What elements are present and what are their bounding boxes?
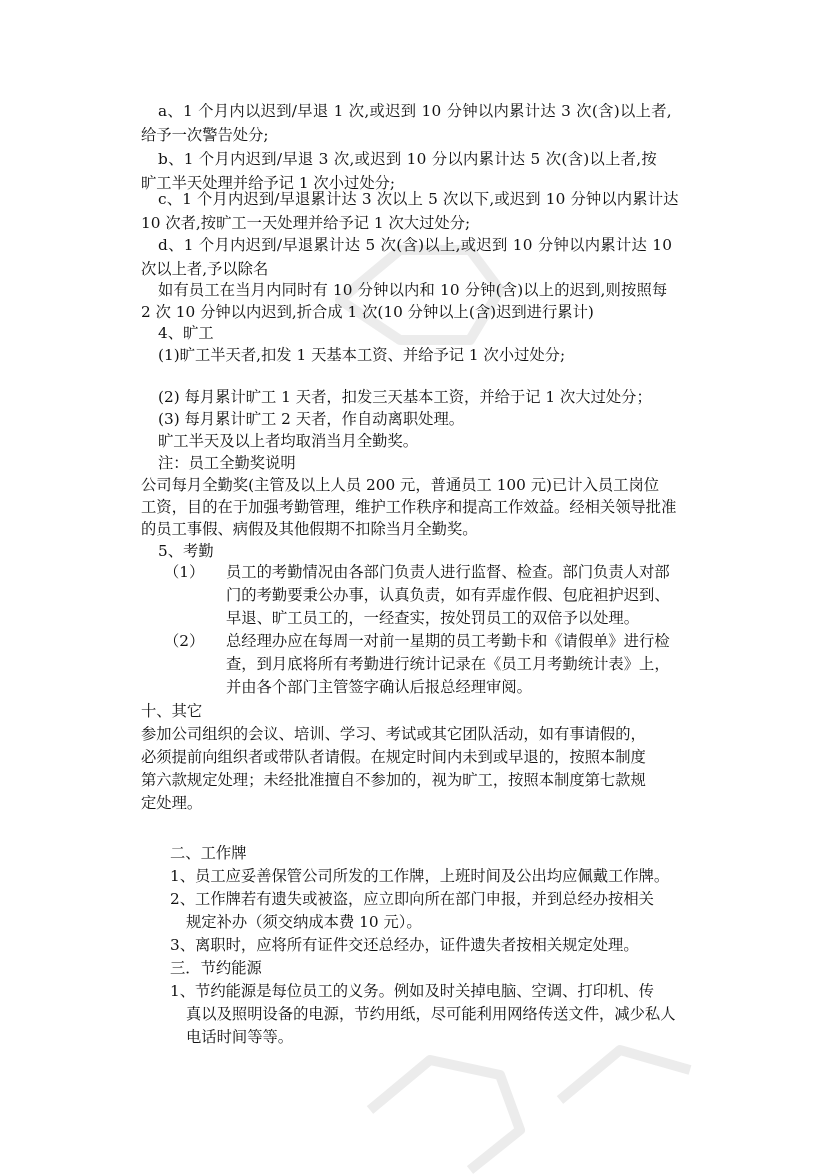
attendance-item-1-line-1: 员工的考勤情况由各部门负责人进行监督、检查。部门负责人对部 (226, 563, 670, 581)
rule-c-line-1: c、1 个月内迟到/早退累计达 3 次以上 5 次以下,或迟到 10 分钟以内累计达 (158, 190, 679, 208)
rule-d-line-2: 次以上者,予以除名 (141, 260, 269, 278)
absenteeism-item-2: (2) 每月累计旷工 1 天者，扣发三天基本工资，并给于记 1 次大过处分； (158, 388, 652, 406)
absenteeism-heading: 4、旷工 (158, 324, 214, 342)
bonus-note-title: 注：员工全勤奖说明 (158, 454, 296, 472)
energy-item-1-line-3: 电话时间等等。 (186, 1028, 294, 1046)
other-line-2: 必须提前向组织者或带队者请假。在规定时间内未到或早退的，按照本制度 (141, 748, 646, 766)
attendance-item-1-line-2: 门的考勤要秉公办事，认真负责，如有弄虚作假、包庇袒护迟到、 (226, 586, 670, 604)
rule-b-line-1: b、1 个月内迟到/早退 3 次,或迟到 10 分以内累计达 5 次(含)以上者,按 (158, 150, 658, 168)
attendance-item-2-label: （2） (164, 632, 205, 650)
absenteeism-item-3: (3) 每月累计旷工 2 天者，作自动离职处理。 (158, 410, 465, 428)
rule-b-line-2: 旷工半天处理并给予记 1 次小过处分; (141, 174, 396, 192)
badge-item-2-line-1: 2、工作牌若有遗失或被盗，应立即向所在部门申报，并到总经办按相关 (170, 890, 654, 908)
attendance-item-2-line-1: 总经理办应在每周一对前一星期的员工考勤卡和《请假单》进行检 (226, 632, 670, 650)
rule-a-line-2: 给予一次警告处分; (141, 126, 269, 144)
attendance-item-1-line-3: 早退、旷工员工的，一经查实，按处罚员工的双倍予以处理。 (226, 609, 640, 627)
absenteeism-item-1: (1)旷工半天者,扣发 1 天基本工资、并给予记 1 次小过处分; (158, 346, 566, 364)
rule-d-line-1: d、1 个月内迟到/早退累计达 5 次(含)以上,或迟到 10 分钟以内累计达 10 (158, 236, 673, 254)
other-line-1: 参加公司组织的会议、培训、学习、考试或其它团队活动，如有事请假的， (141, 725, 646, 743)
badge-item-3: 3、离职时，应将所有证件交还总经办，证件遗失者按相关规定处理。 (170, 936, 639, 954)
other-heading: 十、其它 (141, 702, 203, 720)
badge-item-2-line-2: 规定补办（须交纳成本费 10 元）。 (186, 913, 422, 931)
energy-item-1-line-1: 1、节约能源是每位员工的义务。例如及时关掉电脑、空调、打印机、传 (170, 982, 654, 1000)
energy-item-1-line-2: 真以及照明设备的电源，节约用纸，尽可能利用网络传送文件，减少私人 (186, 1005, 676, 1023)
other-line-4: 定处理。 (141, 794, 203, 812)
same-month-line-2: 2 次 10 分钟以内迟到,折合成 1 次(10 分钟以上(含)迟到进行累计) (141, 303, 594, 321)
attendance-item-1-label: （1） (164, 563, 205, 581)
badge-item-1: 1、员工应妥善保管公司所发的工作牌，上班时间及公出均应佩戴工作牌。 (170, 867, 670, 885)
bonus-cancel-text: 旷工半天及以上者均取消当月全勤奖。 (158, 432, 419, 450)
bonus-note-line-3: 的员工事假、病假及其他假期不扣除当月全勤奖。 (141, 520, 478, 538)
same-month-line-1: 如有员工在当月内同时有 10 分钟以内和 10 分钟(含)以上的迟到,则按照每 (158, 281, 668, 299)
rule-a-line-1: a、1 个月内以迟到/早退 1 次,或迟到 10 分钟以内累计达 3 次(含)以上者, (158, 102, 672, 120)
bonus-note-line-1: 公司每月全勤奖(主管及以上人员 200 元，普通员工 100 元)已计入员工岗位 (141, 476, 660, 494)
attendance-item-2-line-2: 查，到月底将所有考勤进行统计记录在《员工月考勤统计表》上， (226, 655, 670, 673)
bonus-note-line-2: 工资，目的在于加强考勤管理，维护工作秩序和提高工作效益。经相关领导批准 (141, 498, 677, 516)
rule-c-line-2: 10 次者,按旷工一天处理并给予记 1 次大过处分; (141, 214, 471, 232)
other-line-3: 第六款规定处理；未经批准擅自不参加的，视为旷工，按照本制度第七款规 (141, 771, 646, 789)
energy-heading: 三．节约能源 (170, 959, 262, 977)
attendance-item-2-line-3: 并由各个部门主管签字确认后报总经理审阅。 (226, 678, 532, 696)
attendance-heading: 5、考勤 (158, 542, 214, 560)
badge-heading: 二、工作牌 (170, 844, 247, 862)
